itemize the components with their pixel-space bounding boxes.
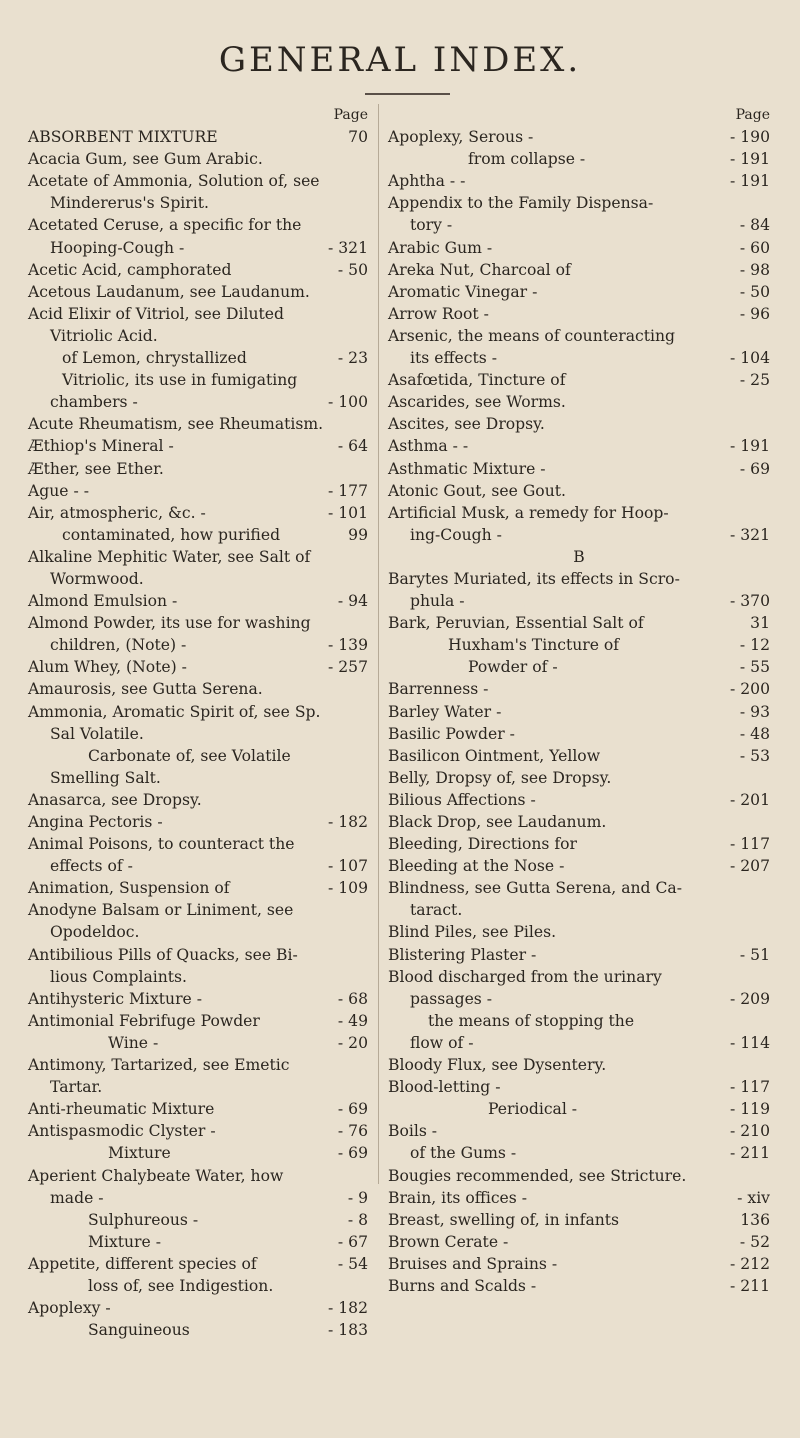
index-entry: [388, 214, 770, 236]
index-entry: [28, 1076, 368, 1098]
entry-page-number: - 210: [730, 1122, 770, 1141]
index-entry: [388, 612, 770, 634]
entry-text: Bleeding at the Nose -: [388, 857, 565, 876]
entry-text: Sal Volatile.: [50, 724, 144, 743]
index-entry: [388, 458, 770, 480]
entry-text: Air, atmospheric, &c. -: [28, 503, 206, 522]
entry-text: Areka Nut, Charcoal of: [388, 260, 571, 279]
section-letter: [388, 546, 770, 568]
entry-page-number: - 69: [337, 1100, 368, 1119]
index-entry: [388, 303, 770, 325]
index-entry: [388, 944, 770, 966]
index-entry: [28, 1231, 368, 1253]
entry-page-number: - 207: [730, 857, 770, 876]
index-entry: [388, 369, 770, 391]
entry-text: loss of, see Indigestion.: [88, 1276, 274, 1295]
entry-page-number: - 182: [328, 1299, 368, 1318]
entry-page-number: - 104: [730, 349, 770, 368]
entry-page-number: - 93: [739, 702, 770, 721]
index-entry: [28, 192, 368, 214]
index-entry: [28, 855, 368, 877]
index-entry: [28, 833, 368, 855]
entry-text: taract.: [410, 901, 463, 920]
entry-page-number: - 117: [730, 835, 770, 854]
index-entry: [388, 568, 770, 590]
right-column: [388, 104, 770, 1297]
entry-text: Acetic Acid, camphorated: [28, 260, 232, 279]
index-entry: [388, 126, 770, 148]
index-entry: [388, 1032, 770, 1054]
entry-text: ing-Cough -: [410, 525, 502, 544]
entry-text: Barrenness -: [388, 680, 489, 699]
entry-text: Ague - -: [28, 481, 89, 500]
entry-text: Apoplexy -: [28, 1299, 111, 1318]
entry-page-number: - 109: [328, 879, 368, 898]
entry-text: Acid Elixir of Vitriol, see Diluted: [28, 304, 284, 323]
entry-page-number: 70: [348, 128, 368, 147]
entry-page-number: - 182: [328, 813, 368, 831]
entry-text: Brown Cerate -: [388, 1232, 509, 1251]
entry-text: flow of -: [410, 1033, 474, 1052]
entry-text: Almond Emulsion -: [28, 592, 178, 611]
index-entry: [388, 921, 770, 943]
page-title: GENERAL INDEX.: [218, 40, 582, 80]
index-entry: [28, 656, 368, 678]
entry-text: Artificial Musk, a remedy for Hoop-: [388, 503, 669, 522]
index-entry: [388, 259, 770, 281]
entry-text: Antibilious Pills of Quacks, see Bi-: [28, 945, 298, 964]
entry-page-number: - 76: [337, 1122, 368, 1141]
entry-page-number: - 183: [328, 1321, 368, 1340]
entry-page-number: - 190: [730, 128, 770, 147]
entry-text: Animal Poisons, to counteract the: [28, 835, 295, 854]
entry-page-number: - 321: [328, 238, 368, 257]
entry-text: Aromatic Vinegar -: [388, 282, 538, 301]
index-entry: [28, 944, 368, 966]
index-entry: [28, 546, 368, 568]
entry-page-number: 136: [740, 1210, 770, 1229]
entry-text: B: [573, 547, 585, 566]
entry-page-number: - 84: [739, 216, 770, 235]
index-entry: [388, 391, 770, 413]
title-rule: [365, 93, 450, 95]
entry-page-number: - 25: [739, 371, 770, 390]
index-entry: [28, 369, 368, 391]
index-entry: [388, 678, 770, 700]
entry-text: Acetate of Ammonia, Solution of, see: [28, 172, 320, 191]
column-divider: [378, 104, 379, 1184]
index-entry: [28, 568, 368, 590]
entry-page-number: - 60: [739, 238, 770, 257]
column-header: [28, 104, 368, 126]
entry-text: Bruises and Sprains -: [388, 1254, 558, 1273]
column-header: [388, 104, 770, 126]
index-entry: [388, 988, 770, 1010]
index-entry: [28, 214, 368, 236]
index-entry: [388, 148, 770, 170]
entry-text: Mindererus's Spirit.: [50, 194, 209, 213]
entry-page-number: - 69: [739, 459, 770, 478]
index-entry: [388, 480, 770, 502]
entry-page-number: - 191: [730, 437, 770, 456]
entry-text: Alkaline Mephitic Water, see Salt of: [28, 547, 311, 566]
entry-text: Barytes Muriated, its effects in Scro-: [388, 569, 680, 588]
index-entry: [388, 1231, 770, 1253]
index-entry: [388, 855, 770, 877]
entry-page-number: - 107: [328, 857, 368, 876]
index-entry: [28, 281, 368, 303]
entry-page-number: - 321: [730, 525, 770, 544]
entry-page-number: - 191: [730, 150, 770, 169]
index-entry: [388, 1187, 770, 1209]
index-entry: [28, 1010, 368, 1032]
entry-text: of the Gums -: [410, 1144, 517, 1163]
index-entry: [28, 413, 368, 435]
entry-text: Hooping-Cough -: [50, 238, 185, 257]
index-entry: [388, 899, 770, 921]
index-entry: [28, 1297, 368, 1319]
entry-text: made -: [50, 1188, 104, 1207]
index-entry: [388, 767, 770, 789]
entry-text: Boils -: [388, 1122, 438, 1141]
entry-text: phula -: [410, 592, 465, 611]
index-entry: [28, 347, 368, 369]
index-entry: [28, 921, 368, 943]
entry-page-number: - 191: [730, 172, 770, 191]
index-entry: [388, 966, 770, 988]
index-entry: [28, 723, 368, 745]
index-entry: [28, 391, 368, 413]
entry-text: Wormwood.: [50, 569, 144, 588]
index-entry: [388, 723, 770, 745]
index-entry: [28, 1165, 368, 1187]
index-entry: [28, 524, 368, 546]
index-entry: [28, 590, 368, 612]
entry-text: Anodyne Balsam or Liniment, see: [28, 901, 294, 920]
index-entry: [28, 435, 368, 457]
index-entry: [388, 745, 770, 767]
entry-page-number: - 52: [739, 1232, 770, 1251]
index-entry: [388, 1054, 770, 1076]
entry-page-number: 99: [348, 525, 368, 544]
index-entry: [388, 789, 770, 811]
entry-page-number: - 48: [739, 724, 770, 743]
entry-text: from collapse -: [468, 150, 586, 169]
index-entry: [28, 1253, 368, 1275]
entry-text: Arsenic, the means of counteracting: [388, 326, 676, 345]
index-entry: [28, 1209, 368, 1231]
index-entry: [388, 1076, 770, 1098]
index-entry: [28, 237, 368, 259]
entry-text: Black Drop, see Laudanum.: [388, 813, 607, 831]
index-entry: [388, 325, 770, 347]
index-entry: [28, 502, 368, 524]
entry-text: Arrow Root -: [388, 304, 489, 323]
index-entry: [28, 1032, 368, 1054]
index-entry: [388, 237, 770, 259]
index-entry: [28, 988, 368, 1010]
entry-text: Apoplexy, Serous -: [388, 128, 534, 147]
entry-text: passages -: [410, 989, 493, 1008]
entry-text: Æthiop's Mineral -: [28, 437, 174, 456]
index-entry: [28, 612, 368, 634]
index-entry: [388, 524, 770, 546]
entry-text: Anasarca, see Dropsy.: [28, 790, 202, 809]
index-entry: [388, 1120, 770, 1142]
entry-text: Asthma - -: [388, 437, 469, 456]
entry-text: Blood discharged from the urinary: [388, 967, 662, 986]
entry-text: Blindness, see Gutta Serena, and Ca-: [388, 879, 682, 898]
entry-text: Basilicon Ointment, Yellow: [388, 746, 601, 765]
entry-page-number: - 53: [739, 746, 770, 765]
left-column: [28, 104, 368, 1341]
entry-text: Amaurosis, see Gutta Serena.: [28, 680, 263, 699]
index-entry: [388, 1010, 770, 1032]
entry-text: Barley Water -: [388, 702, 502, 721]
entry-page-number: - 117: [730, 1078, 770, 1097]
index-entry: [28, 325, 368, 347]
index-entry: [28, 745, 368, 767]
entry-text: Sanguineous: [88, 1321, 190, 1340]
index-entry: [28, 1120, 368, 1142]
entry-page-number: - 69: [337, 1144, 368, 1163]
entry-text: Blind Piles, see Piles.: [388, 923, 557, 942]
entry-page-number: - 139: [328, 636, 368, 655]
entry-text: Powder of -: [468, 658, 558, 677]
index-entry: [28, 170, 368, 192]
entry-text: Antimonial Febrifuge Powder: [28, 1011, 260, 1030]
entry-text: Brain, its offices -: [388, 1188, 528, 1207]
index-entry: [388, 701, 770, 723]
entry-page-number: - 94: [337, 592, 368, 611]
entry-page-number: - 114: [730, 1033, 770, 1052]
index-entry: [28, 259, 368, 281]
entry-text: Acetous Laudanum, see Laudanum.: [28, 282, 310, 301]
entry-text: Antispasmodic Clyster -: [28, 1122, 216, 1141]
entry-text: Mixture -: [88, 1232, 161, 1251]
index-entry: [28, 1275, 368, 1297]
entry-text: chambers -: [50, 393, 138, 412]
entry-text: Burns and Scalds -: [388, 1276, 537, 1295]
entry-text: contaminated, how purified: [62, 525, 281, 544]
entry-page-number: - 100: [328, 393, 368, 412]
index-entry: [28, 126, 368, 148]
entry-page-number: - 370: [730, 592, 770, 611]
entry-text: the means of stopping the: [428, 1011, 635, 1030]
index-entry: [28, 701, 368, 723]
index-entry: [388, 1142, 770, 1164]
index-entry: [388, 590, 770, 612]
index-entry: [388, 811, 770, 833]
index-entry: [28, 634, 368, 656]
entry-page-number: - 20: [337, 1033, 368, 1052]
index-entry: [28, 1054, 368, 1076]
entry-page-number: - 201: [730, 790, 770, 809]
entry-text: Almond Powder, its use for washing: [28, 614, 311, 633]
index-entry: [388, 1253, 770, 1275]
entry-page-number: - 211: [730, 1276, 770, 1295]
entry-page-number: - 9: [347, 1188, 368, 1207]
entry-page-number: - 49: [337, 1011, 368, 1030]
entry-text: Carbonate of, see Volatile: [88, 746, 291, 765]
entry-text: Vitriolic, its use in fumigating: [62, 371, 298, 390]
entry-text: Wine -: [108, 1033, 159, 1052]
entry-page-number: - 54: [337, 1254, 368, 1273]
entry-page-number: 31: [750, 614, 770, 633]
entry-text: Blistering Plaster -: [388, 945, 537, 964]
entry-page-number: - 23: [337, 349, 368, 368]
entry-page-number: - 50: [337, 260, 368, 279]
index-entry: [28, 789, 368, 811]
index-entry: [28, 767, 368, 789]
entry-page-number: - 98: [739, 260, 770, 279]
entry-text: Acetated Ceruse, a specific for the: [28, 216, 302, 235]
entry-page-number: - 177: [328, 481, 368, 500]
index-entry: [388, 281, 770, 303]
entry-text: Tartar.: [50, 1078, 103, 1097]
index-entry: [28, 678, 368, 700]
entry-text: Appetite, different species of: [28, 1254, 257, 1273]
entry-page-number: - 212: [730, 1254, 770, 1273]
entry-text: Opodeldoc.: [50, 923, 140, 942]
index-entry: [388, 1098, 770, 1120]
index-entry: [28, 458, 368, 480]
entry-page-number: - 200: [730, 680, 770, 699]
entry-page-number: - 67: [337, 1232, 368, 1251]
entry-text: Huxham's Tincture of: [448, 636, 620, 655]
index-entry: [28, 1187, 368, 1209]
entry-page-number: - 51: [739, 945, 770, 964]
entry-page-number: - 68: [337, 989, 368, 1008]
entry-text: Animation, Suspension of: [28, 879, 230, 898]
entry-text: Acacia Gum, see Gum Arabic.: [28, 150, 263, 169]
entry-text: children, (Note) -: [50, 636, 187, 655]
entry-page-number: - 50: [739, 282, 770, 301]
entry-text: Bloody Flux, see Dysentery.: [388, 1056, 607, 1075]
entry-text: lious Complaints.: [50, 967, 187, 986]
index-entry: [388, 435, 770, 457]
index-entry: [388, 347, 770, 369]
entry-text: Arabic Gum -: [388, 238, 493, 257]
entry-text: Aperient Chalybeate Water, how: [28, 1166, 284, 1185]
entry-text: Sulphureous -: [88, 1210, 199, 1229]
entry-page-number: - 8: [347, 1210, 368, 1229]
entry-page-number: - 257: [328, 658, 368, 677]
entry-text: Antihysteric Mixture -: [28, 989, 203, 1008]
entry-text: Asthmatic Mixture -: [388, 459, 546, 478]
entry-text: Bark, Peruvian, Essential Salt of: [388, 614, 644, 633]
entry-text: Blood-letting -: [388, 1078, 501, 1097]
entry-text: Bilious Affections -: [388, 790, 536, 809]
index-entry: [388, 877, 770, 899]
index-entry: [28, 811, 368, 833]
index-entry: [28, 1142, 368, 1164]
index-entry: [28, 148, 368, 170]
entry-page-number: - xiv: [737, 1188, 770, 1207]
page-column-label: Page: [333, 107, 368, 123]
entry-text: Antimony, Tartarized, see Emetic: [28, 1056, 290, 1075]
index-entry: [28, 966, 368, 988]
entry-text: Periodical -: [488, 1100, 578, 1119]
entry-page-number: - 55: [739, 658, 770, 677]
index-entry: [28, 1319, 368, 1341]
entry-text: Vitriolic Acid.: [50, 326, 158, 345]
index-entry: [388, 656, 770, 678]
entry-text: Mixture: [108, 1144, 171, 1163]
index-entry: [388, 170, 770, 192]
index-entry: [388, 1275, 770, 1297]
index-entry: [388, 634, 770, 656]
entry-text: Aphtha - -: [388, 172, 466, 191]
index-entry: [388, 192, 770, 214]
index-entry: [388, 1209, 770, 1231]
entry-text: Breast, swelling of, in infants: [388, 1210, 620, 1229]
index-entry: [388, 833, 770, 855]
index-entry: [388, 413, 770, 435]
entry-text: Æther, see Ether.: [28, 459, 164, 478]
entry-text: Asafœtida, Tincture of: [388, 371, 566, 390]
entry-text: Ascites, see Dropsy.: [388, 415, 545, 434]
index-entry: [28, 303, 368, 325]
index-entry: [28, 877, 368, 899]
index-entry: [388, 502, 770, 524]
entry-text: Bleeding, Directions for: [388, 835, 577, 854]
entry-page-number: - 211: [730, 1144, 770, 1163]
entry-page-number: - 64: [337, 437, 368, 456]
entry-text: Belly, Dropsy of, see Dropsy.: [388, 768, 612, 787]
index-entry: [28, 480, 368, 502]
entry-page-number: - 96: [739, 304, 770, 323]
entry-page-number: - 101: [328, 503, 368, 522]
entry-text: Atonic Gout, see Gout.: [388, 481, 566, 500]
entry-text: Alum Whey, (Note) -: [28, 658, 187, 677]
entry-page-number: - 12: [739, 636, 770, 655]
entry-text: Anti-rheumatic Mixture: [28, 1100, 215, 1119]
entry-text: Smelling Salt.: [50, 768, 161, 787]
entry-text: Ascarides, see Worms.: [388, 393, 566, 412]
index-entry: [28, 899, 368, 921]
page-column-label: Page: [735, 107, 770, 123]
index-entry: [28, 1098, 368, 1120]
entry-text: Acute Rheumatism, see Rheumatism.: [28, 415, 324, 434]
entry-page-number: - 119: [730, 1100, 770, 1119]
entry-text: Basilic Powder -: [388, 724, 515, 743]
entry-text: Angina Pectoris -: [28, 813, 163, 831]
index-entry: [388, 1165, 770, 1187]
entry-page-number: - 209: [730, 989, 770, 1008]
entry-text: effects of -: [50, 857, 133, 876]
entry-text: its effects -: [410, 349, 497, 368]
entry-text: ABSORBENT MIXTURE: [28, 128, 218, 147]
entry-text: Ammonia, Aromatic Spirit of, see Sp.: [28, 702, 321, 721]
entry-text: Bougies recommended, see Stricture.: [388, 1166, 687, 1185]
entry-text: tory -: [410, 216, 453, 235]
entry-text: Appendix to the Family Dispensa-: [388, 194, 654, 213]
entry-text: of Lemon, chrystallized: [62, 349, 247, 368]
